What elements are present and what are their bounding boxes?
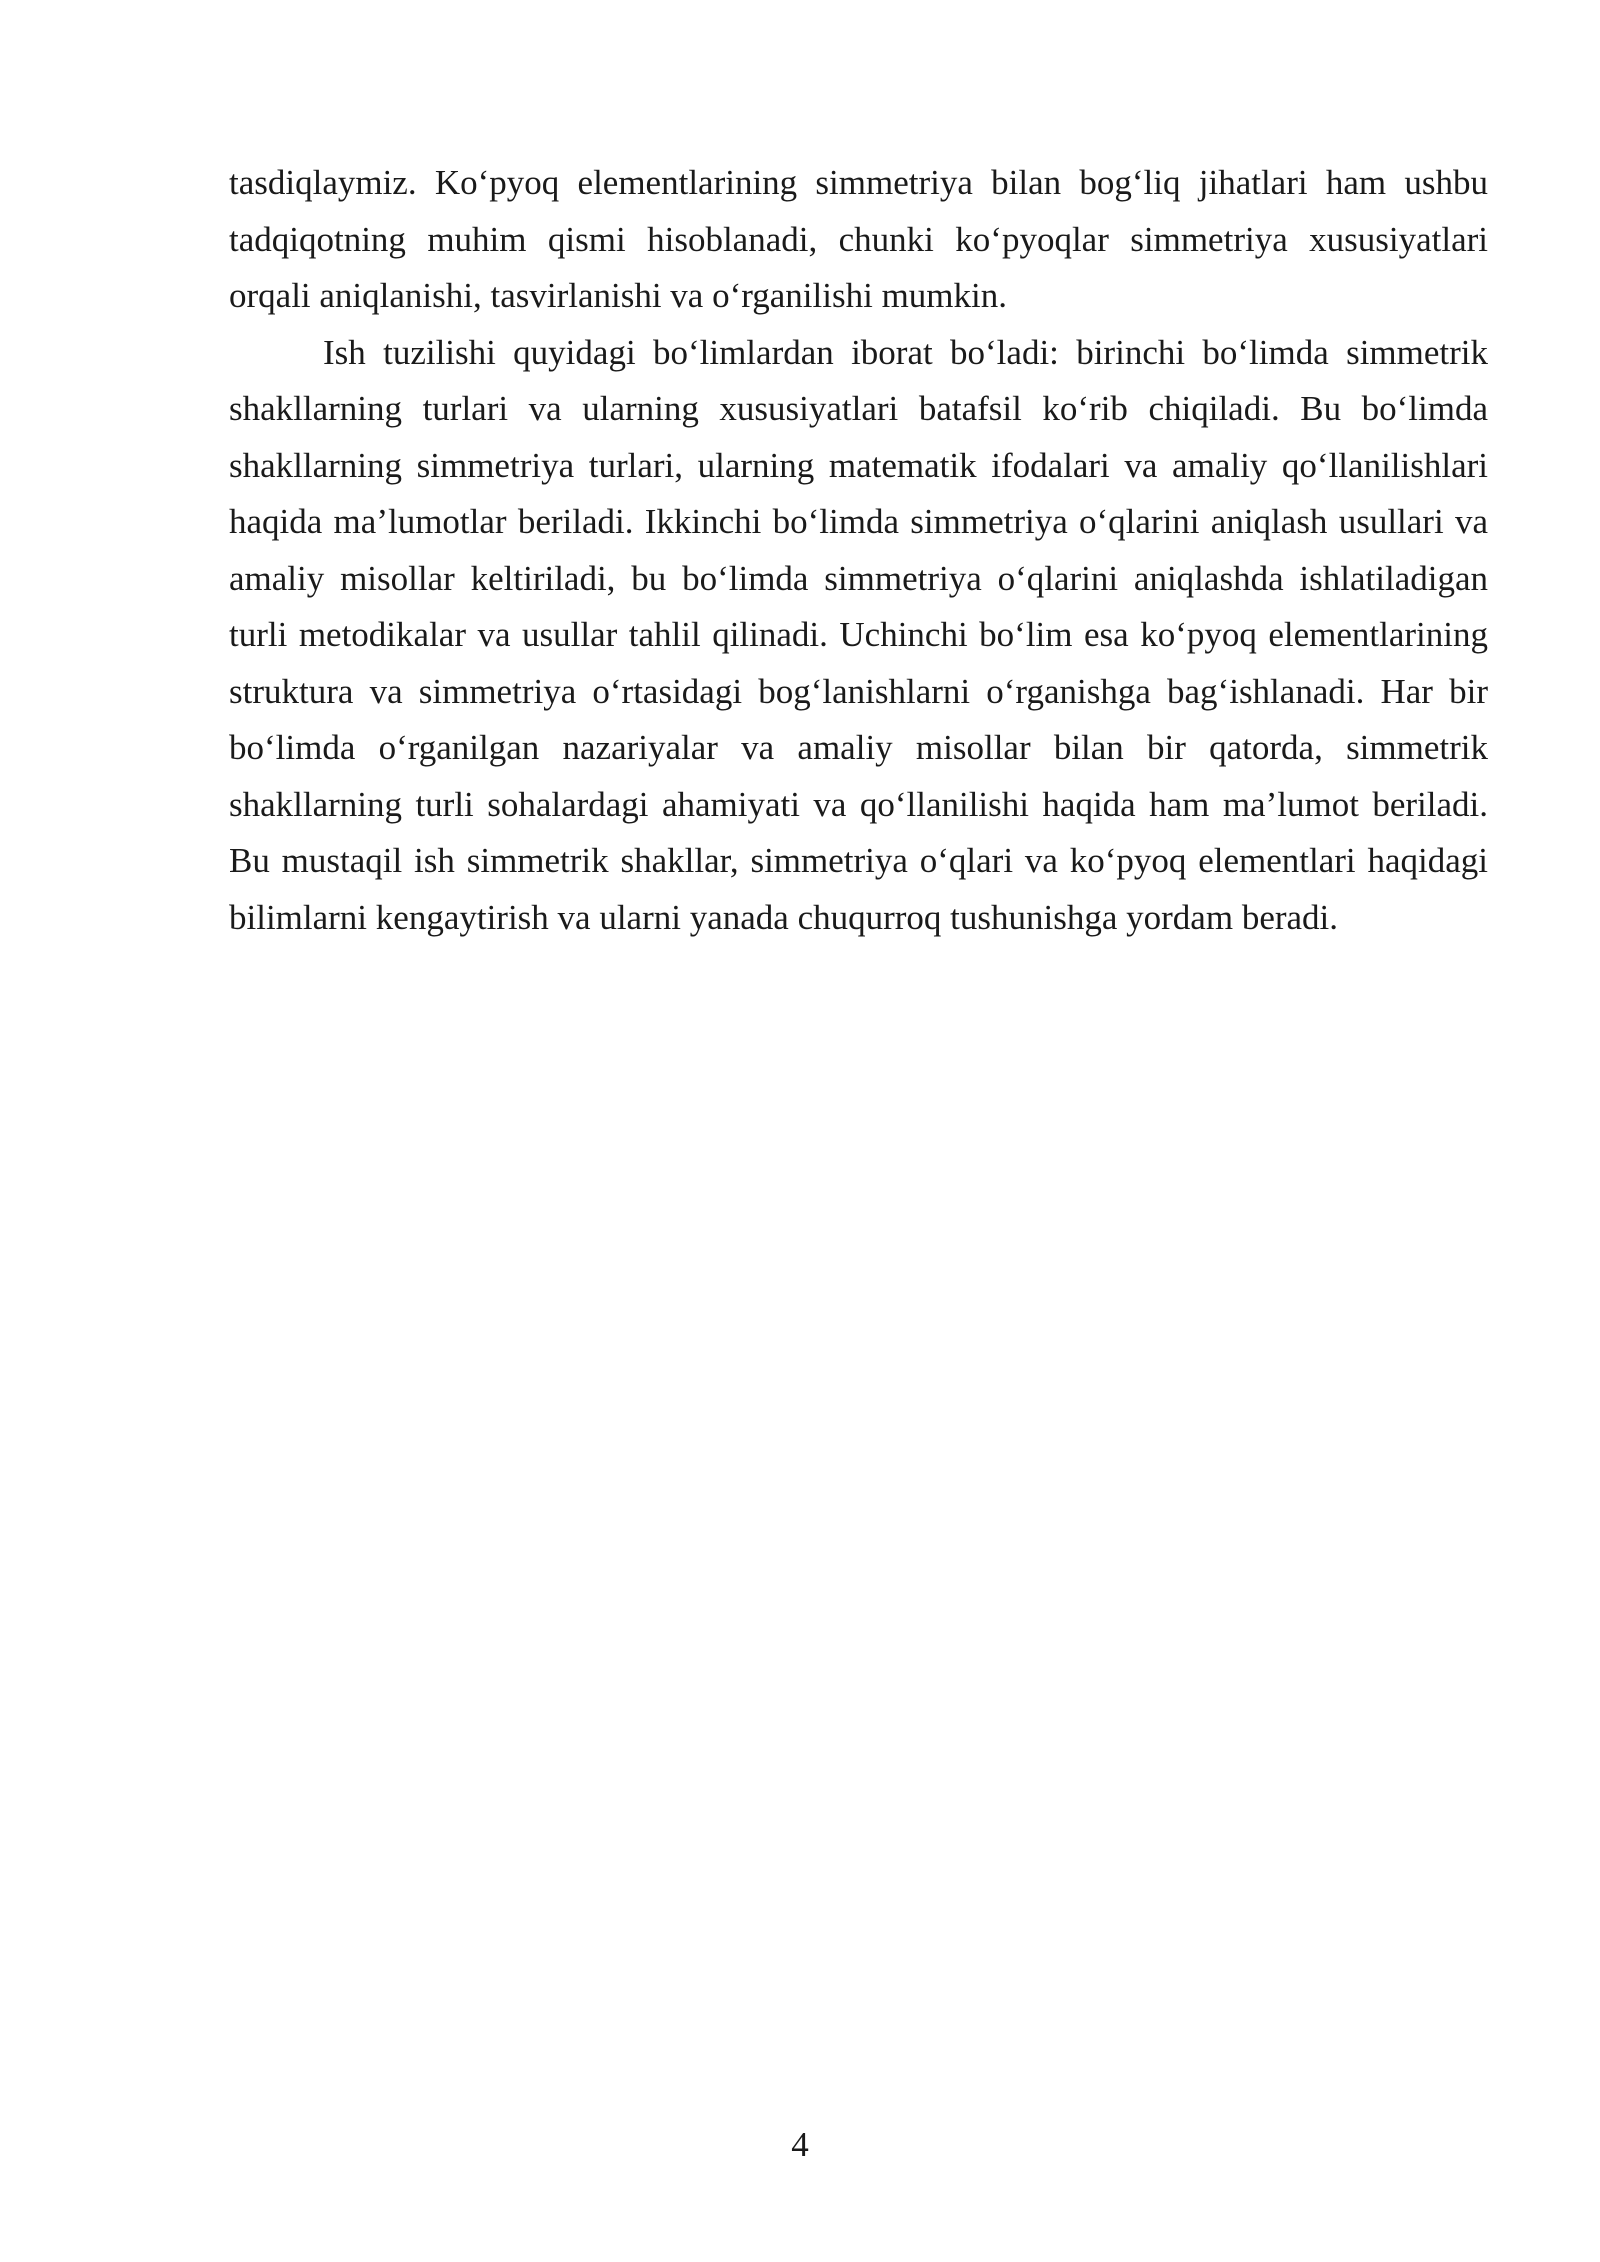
- paragraph-structure: Ish tuzilishi quyidagi bo‘limlardan iborat bo‘ladi: birinchi bo‘limda simmetrik shakllarning turlari va ularning xususiyatlari batafsil ko‘rib chiqiladi. Bu bo‘limda shakllarning simmetriya turlari, ularning matematik ifodalari va amaliy qo‘llanilishlari haqida ma’lumotlar beriladi. Ikkinchi bo‘limda simmetriya o‘qlarini aniqlash usullari va amaliy misollar keltiriladi, bu bo‘limda simmetriya o‘qlarini aniqlashda ishlatiladigan turli metodikalar va usullar tahlil qilinadi. Uchinchi bo‘lim esa ko‘pyoq elementlarining struktura va simmetriya o‘rtasidagi bog‘lanishlarni o‘rganishga bag‘ishlanadi. Har bir bo‘limda o‘rganilgan nazariyalar va amaliy misollar bilan bir qatorda, simmetrik shakllarning turli sohalardagi ahamiyati va qo‘llanilishi haqida ham ma’lumot beriladi. Bu mustaqil ish simmetrik shakllar, simmetriya o‘qlari va ko‘pyoq elementlari haqidagi bilimlarni kengaytirish va ularni yanada chuqurroq tushunishga yordam beradi.: [229, 332, 1488, 937]
- page-number: 4: [791, 2125, 809, 2164]
- body-text: [229, 155, 1488, 946]
- paragraph-continuation: tasdiqlaymiz. Ko‘pyoq elementlarining simmetriya bilan bog‘liq jihatlari ham ushbu tadqiqotning muhim qismi hisoblanadi, chunki ko‘pyoqlar simmetriya xususiyatlari orqali aniqlanishi, tasvirlanishi va o‘rganilishi mumkin.: [229, 163, 1488, 315]
